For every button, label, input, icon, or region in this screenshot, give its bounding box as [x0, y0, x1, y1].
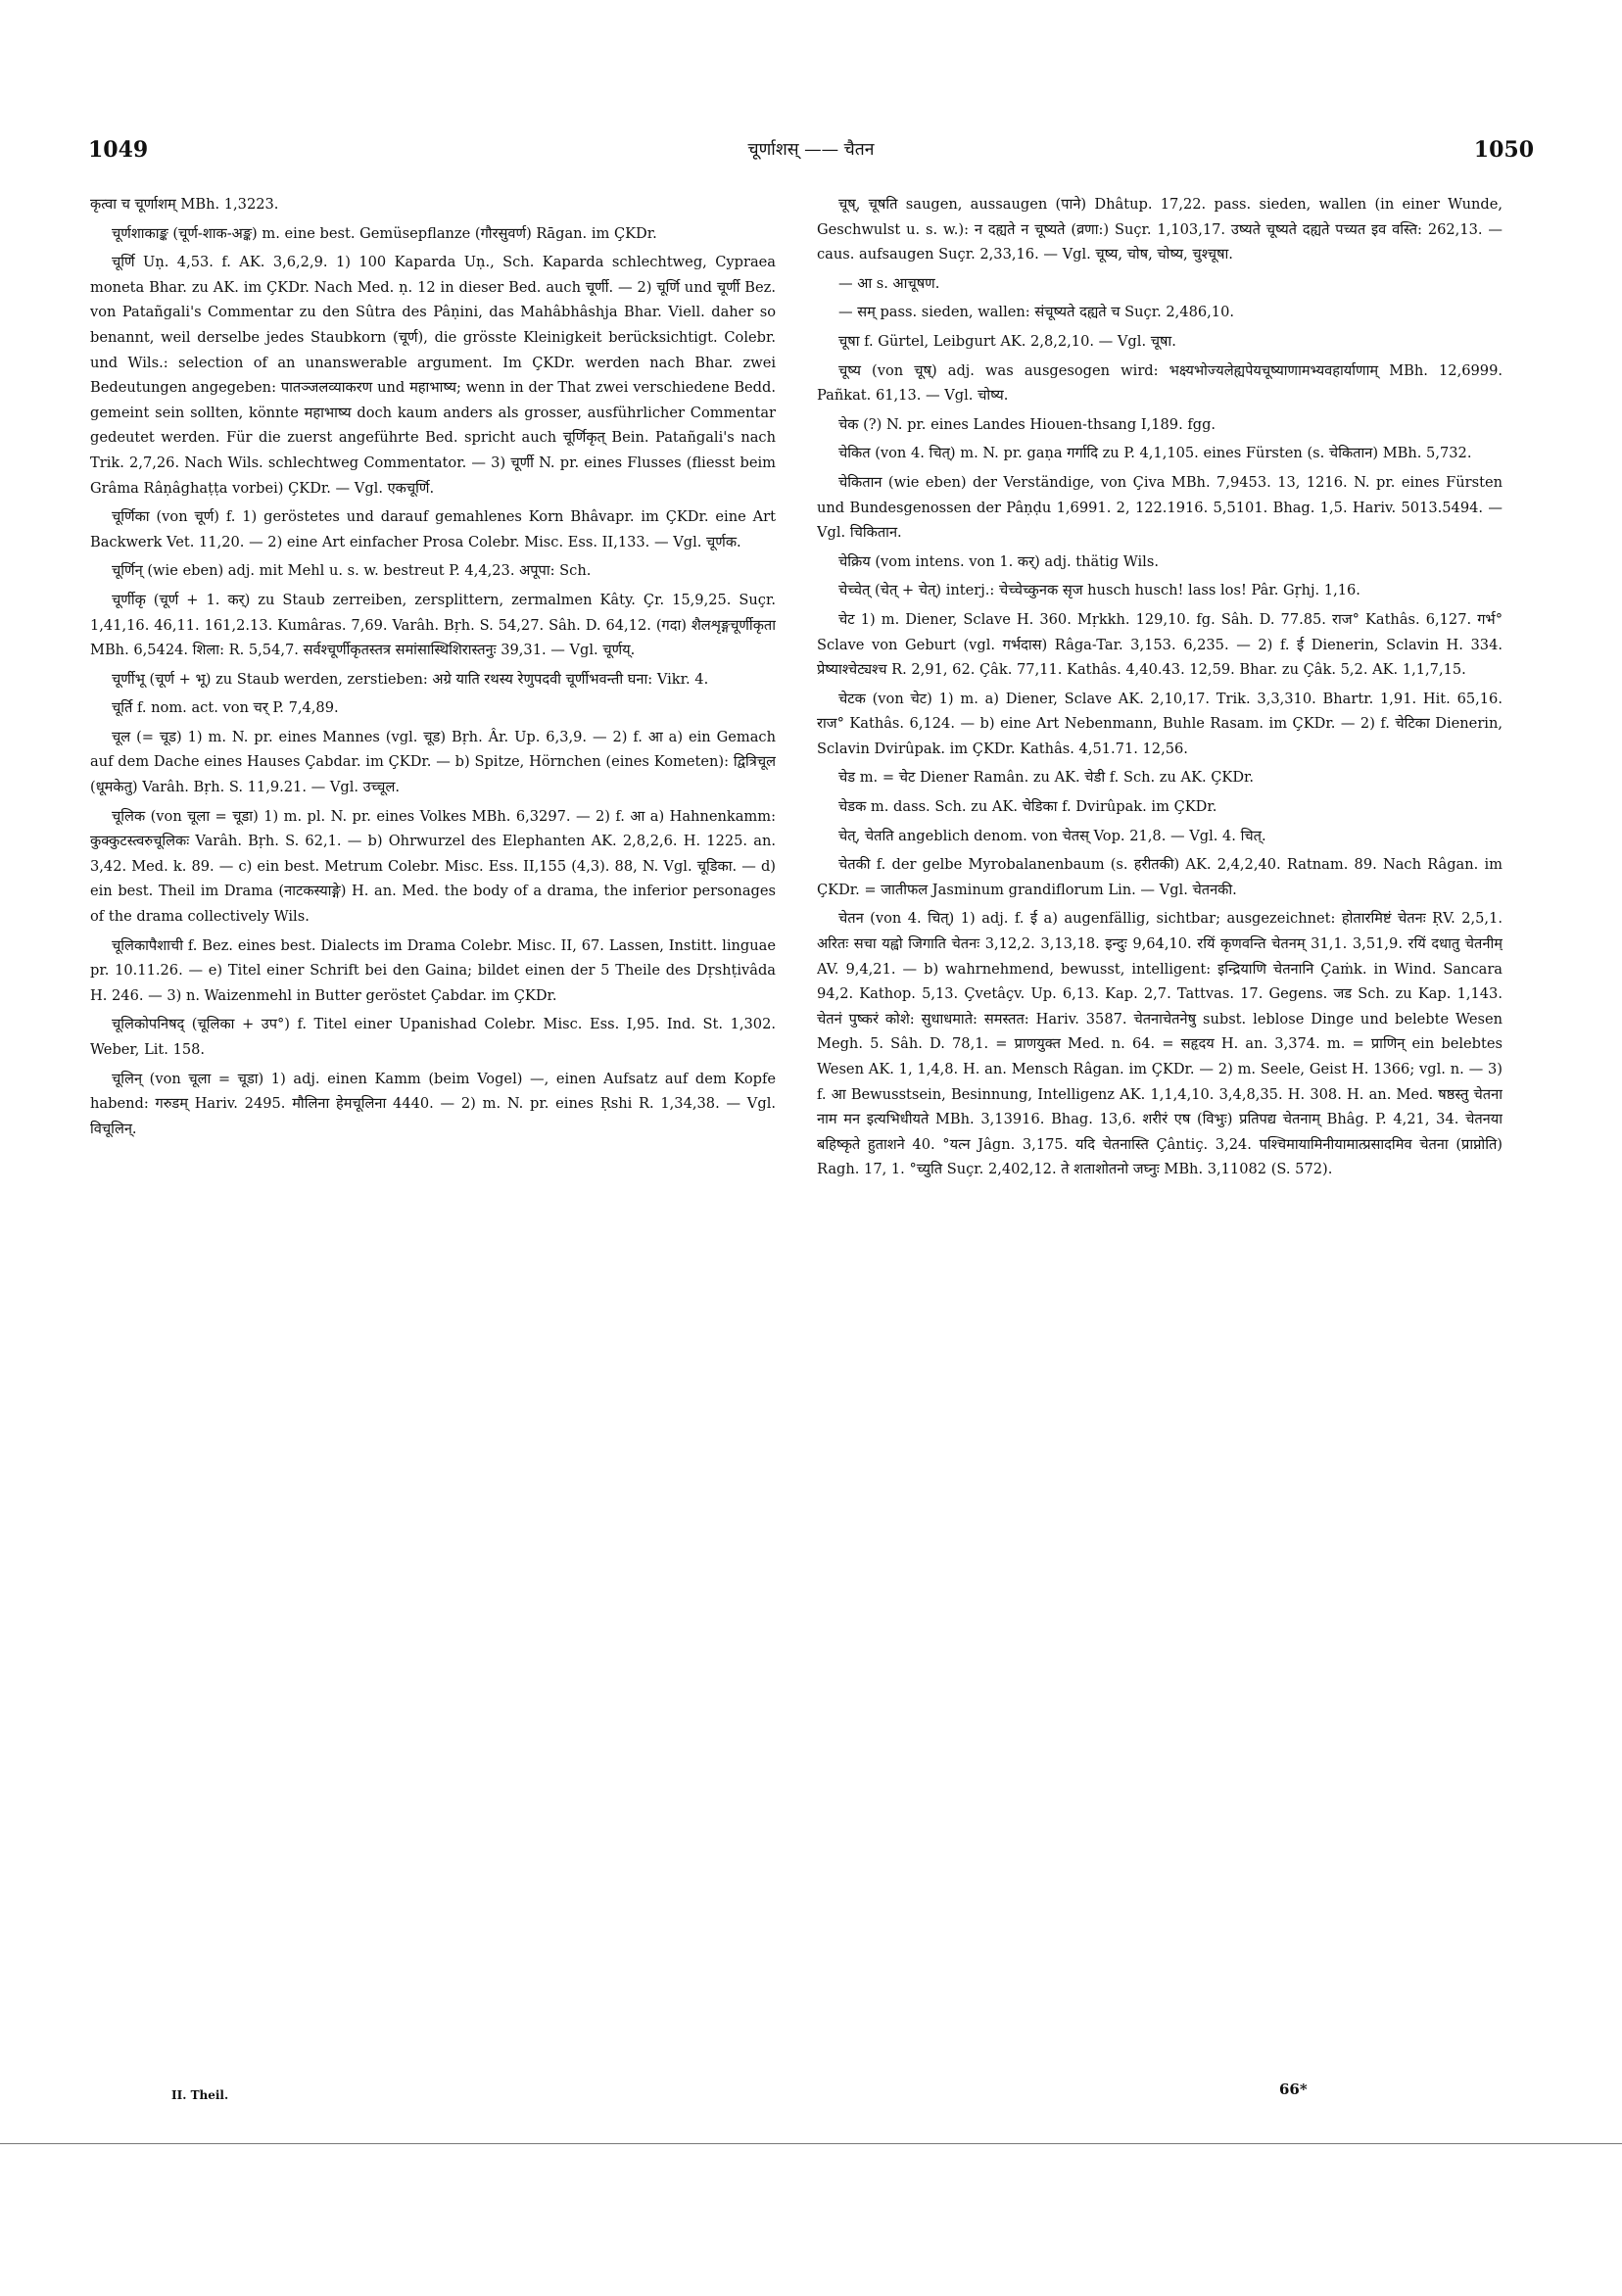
dictionary-entry: चूर्णीभू (चूर्ण + भू) zu Staub werden, zerstieben: अग्रे याति रथस्य रेणुपदवी चूर्णीभवन्ती घना: Vikr. 4.: [112, 670, 709, 688]
right-column: [817, 192, 1503, 2033]
dictionary-entry: चेकितान (wie eben) der Verständige, von Çiva MBh. 7,9453. 13, 1216. N. pr. eines Fürsten und Bundesgenossen der Pâṇḍu 1,6991. 2, 122.1916. 5,5101. Bhag. 1,5. Hariv. 5013.5494. — Vgl. चिकितान.: [817, 473, 1503, 542]
dictionary-entry: चूर्णीकृ (चूर्ण + 1. कर्) zu Staub zerreiben, zersplittern, zermalmen Kâty. Çr. 15,9,25. Suçr. 1,41,16. 46,11. 161,2.13. Kumâras. 7,69. Varâh. Bṛh. S. 54,27. Sâh. D. 64,12. (गदा) शैलशृङ्गचूर्णीकृता MBh. 6,5424. शिला: R. 5,54,7. सर्वश्चूर्णीकृतस्तत्र समांसास्थिशिरास्तनुः 39,31. — Vgl. चूर्णय्.: [90, 591, 776, 659]
dictionary-entry: चेत्, चेतति angeblich denom. von चेतस् Vop. 21,8. — Vgl. 4. चित्.: [838, 827, 1266, 844]
page-number-right: 1050: [1473, 137, 1534, 163]
volume-note: II. Theil.: [171, 2088, 229, 2102]
dictionary-entry: चेक्रिय (vom intens. von 1. कर्) adj. thätig Wils.: [838, 552, 1159, 570]
dictionary-entry: चेतन (von 4. चित्) 1) adj. f. ई a) augenfällig, sichtbar; ausgezeichnet: होतारमिष्टं चेतनः ṚV. 2,5,1. अरितः सचा यह्वो जिगाति चेतनः 3,12,2. 3,13,18. इन्दुः 9,64,10. रयिं कृणवन्ति चेतनम् 31,1. 3,51,9. रयिं दधातु चेतनीम् AV. 9,4,21. — b) wahrnehmend, bewusst, intelligent: इन्द्रियाणि चेतनानि Çaṁk. in Wind. Sancara 94,2. Kathop. 5,13. Çvetâçv. Up. 6,13. Kap. 2,7. Tattvas. 17. Gegens. जड Sch. zu Kap. 1,143. चेतनं पुष्करं कोशे: सुधाधमाते: समस्तत: Hariv. 3587. चेतनाचेतनेषु subst. leblose Dinge und belebte Wesen Megh. 5. Sâh. D. 78,1. = प्राणयुक्त Med. n. 64. = सहृदय H. an. 3,374. m. = प्राणिन् ein belebtes Wesen AK. 1, 1,4,8. H. an. Mensch Râgan. im ÇKDr. — 2) m. Seele, Geist H. 1366; vgl. n. — 3) f. आ Bewusstsein, Besinnung, Intelligenz AK. 1,1,4,10. 3,4,8,35. H. 308. H. an. Med. षष्ठस्तु चेतना नाम मन इत्यभिधीयते MBh. 3,13916. Bhag. 13,6. शरीरं एष (विभुः) प्रतिपद्य चेतनाम् Bhâg. P. 4,21, 34. चेतनया बहिष्कृते हुताशने 40. °यत्न Jâgn. 3,175. यदि चेतनास्ति Çântiç. 3,24. पश्चिमायामिनीयामात्प्रसादमिव चेतना (प्राप्नोति) Ragh. 17, 1. °च्युति Suçr. 2,402,12. ते शताशोतनो जघ्नुः MBh. 3,11082 (S. 572).: [817, 910, 1503, 1178]
dictionary-entry: चेतकी f. der gelbe Myrobalanenbaum (s. हरीतकी) AK. 2,4,2,40. Ratnam. 89. Nach Râgan. im ÇKDr. = जातीफल Jasminum grandiflorum Lin. — Vgl. चेतनकी.: [817, 856, 1503, 898]
scan-edge-rule: [0, 2143, 1622, 2144]
dictionary-entry: — सम् pass. sieden, wallen: संचूष्यते दह्यते च Suçr. 2,486,10.: [838, 304, 1235, 321]
dictionary-entry: चूलिक (von चूला = चूडा) 1) m. pl. N. pr. eines Volkes MBh. 6,3297. — 2) f. आ a) Hahnenkamm: कुक्कुटस्त्वरुचूलिकः Varâh. Bṛh. S. 62,1. — b) Ohrwurzel des Elephanten AK. 2,8,2,6. H. 1225. an. 3,42. Med. k. 89. — c) ein best. Metrum Colebr. Misc. Ess. II,155 (4,3). 88, N. Vgl. चूडिका. — d) ein best. Theil im Drama (नाटकस्याङ्गे) H. an. Med. the body of a drama, the inferior personages of the drama collectively Wils.: [90, 807, 776, 926]
dictionary-entry: चेटक (von चेट) 1) m. a) Diener, Sclave AK. 2,10,17. Trik. 3,3,310. Bhartr. 1,91. Hit. 65,16. राज° Kathâs. 6,124. — b) eine Art Nebenmann, Buhle Rasam. im ÇKDr. — 2) f. चेटिका Dienerin, Sclavin Dvirûpak. im ÇKDr. Kathâs. 4,51.71. 12,56.: [817, 690, 1503, 757]
dictionary-entry: चूर्णिका (von चूर्ण) f. 1) geröstetes und darauf gemahlenes Korn Bhâvapr. im ÇKDr. eine Art Backwerk Vet. 11,20. — 2) eine Art einfacher Prosa Colebr. Misc. Ess. II,133. — Vgl. चूर्णक.: [90, 508, 776, 550]
dictionary-entry: चूलिन् (von चूला = चूडा) 1) adj. einen Kamm (beim Vogel) —, einen Aufsatz auf dem Kopfe habend: गरुडम् Hariv. 2495. मौलिना हेमचूलिना 4440. — 2) m. N. pr. eines Ṛshi R. 1,34,38. — Vgl. विचूलिन्.: [90, 1070, 776, 1137]
dictionary-entry: कृत्वा च चूर्णाशम् MBh. 1,3223.: [90, 196, 279, 213]
dictionary-entry: चूर्णिन् (wie eben) adj. mit Mehl u. s. w. bestreut P. 4,4,23. अपूपा: Sch.: [112, 562, 592, 580]
dictionary-entry: चूष्य (von चूष्) adj. was ausgesogen wird: भक्ष्यभोज्यलेह्यपेयचूष्याणामभ्यवहार्याणाम् MBh. 12,6999. Pañkat. 61,13. — Vgl. चोष्य.: [817, 361, 1503, 405]
dictionary-entry: चेडक m. dass. Sch. zu AK. चेडिका f. Dvirûpak. im ÇKDr.: [838, 798, 1217, 816]
dictionary-entry: चूर्ति f. nom. act. von चर् P. 7,4,89.: [112, 699, 339, 717]
dictionary-entry: चेकित (von 4. चित्) m. N. pr. gaṇa गर्गादि zu P. 4,1,105. eines Fürsten (s. चेकितान) MBh. 5,732.: [838, 445, 1472, 462]
dictionary-entry: चूष्, चूषति saugen, aussaugen (पाने) Dhâtup. 17,22. pass. sieden, wallen (in einer Wunde, Geschwulst u. s. w.): न दह्यते न चूष्यते (व्रणा:) Suçr. 1,103,17. उष्यते चूष्यते दह्यते पच्यत इव वस्ति: 262,13. — caus. aufsaugen Suçr. 2,33,16. — Vgl. चूष्य, चोष, चोष्य, चुश्चूषा.: [817, 196, 1503, 263]
dictionary-entry: चेच्चेत् (चेत् + चेत्) interj.: चेच्चेच्कुनक सृज husch husch! lass los! Pâr. Gṛhj. 1,16.: [838, 582, 1360, 599]
dictionary-entry: चूल (= चूड) 1) m. N. pr. eines Mannes (vgl. चूड) Bṛh. Âr. Up. 6,3,9. — 2) f. आ a) ein Gemach auf dem Dache eines Hauses Çabdar. im ÇKDr. — b) Spitze, Hörnchen (eines Kometen): द्वित्रिचूल (धूमकेतु) Varâh. Bṛh. S. 11,9.21. — Vgl. उच्चूल.: [90, 728, 776, 796]
dictionary-entry: चेट 1) m. Diener, Sclave H. 360. Mṛkkh. 129,10. fg. Sâh. D. 77.85. राज° Kathâs. 6,127. गर्भ° Sclave von Geburt (vgl. गर्भदास) Râga-Tar. 3,153. 6,235. — 2) f. ई Dienerin, Sclavin H. 334. प्रेष्याश्चेट्यश्च R. 2,91, 62. Çâk. 77,11. Kathâs. 4,40.43. 12,59. Bhar. zu Çâk. 5,2. AK. 1,1,7,15.: [817, 610, 1503, 679]
signature-mark: 66*: [1279, 2081, 1308, 2098]
page-number-left: 1049: [88, 137, 149, 163]
dictionary-entry: चेड m. = चेट Diener Ramân. zu AK. चेडी f. Sch. zu AK. ÇKDr.: [838, 769, 1255, 787]
dictionary-entry: चूलिकापैशाची f. Bez. eines best. Dialects im Drama Colebr. Misc. II, 67. Lassen, Institt. linguae pr. 10.11.26. — e) Titel einer Schrift bei den Gaina; bildet einen der 5 Theile des Dṛshṭivâda H. 246. — 3) n. Waizenmehl in Butter geröstet Çabdar. im ÇKDr.: [90, 936, 776, 1004]
dictionary-entry: चूर्णशाकाङ्क (चूर्ण-शाक-अङ्क) m. eine best. Gemüsepflanze (गौरसुवर्ण) Rāgan. im ÇKDr.: [112, 224, 657, 242]
running-head: [88, 137, 1534, 176]
left-column: [90, 192, 776, 2073]
running-title: चूर्णाशस् —— चैतन: [747, 140, 875, 160]
dictionary-entry: — आ s. आचूषण.: [838, 274, 940, 292]
dictionary-entry: चूर्णि Uṇ. 4,53. f. AK. 3,6,2,9. 1) 100 Kaparda Uṇ., Sch. Kaparda schlechtweg, Cypraea moneta Bhar. zu AK. im ÇKDr. Nach Med. ṇ. 12 in dieser Bed. auch चूर्णी. — 2) चूर्णि und चूर्णी Bez. von Patañgali's Commentar zu den Sûtra des Pâṇini, das Mahâbhâshja Bhar. Viell. daher so benannt, weil derselbe jedes Staubkorn (चूर्ण), die grösste Kleinigkeit berücksichtigt. Colebr. und Wils.: selection of an unanswerable argument. Im ÇKDr. werden nach Bhar. zwei Bedeutungen angegeben: पातञ्जलव्याकरण und महाभाष्य; wenn in der That zwei verschiedene Bedd. gemeint sein sollten, könnte महाभाष्य doch kaum anders als grosser, ausführlicher Commentar gedeutet werden. Für die zuerst angeführte Bed. spricht auch चूर्णिकृत् Bein. Patañgali's nach Trik. 2,7,26. Nach Wils. schlechtweg Commentator. — 3) चूर्णी N. pr. eines Flusses (fliesst beim Grâma Râṇâghaṭṭa vorbei) ÇKDr. — Vgl. एकचूर्णि.: [90, 254, 776, 497]
dictionary-entry: चूषा f. Gürtel, Leibgurt AK. 2,8,2,10. — Vgl. चूषा.: [838, 332, 1176, 350]
dictionary-entry: चेक (?) N. pr. eines Landes Hiouen-thsang I,189. fgg.: [838, 415, 1216, 433]
dictionary-entry: चूलिकोपनिषद् (चूलिका + उप°) f. Titel einer Upanishad Colebr. Misc. Ess. I,95. Ind. St. 1,302. Weber, Lit. 158.: [90, 1016, 776, 1058]
